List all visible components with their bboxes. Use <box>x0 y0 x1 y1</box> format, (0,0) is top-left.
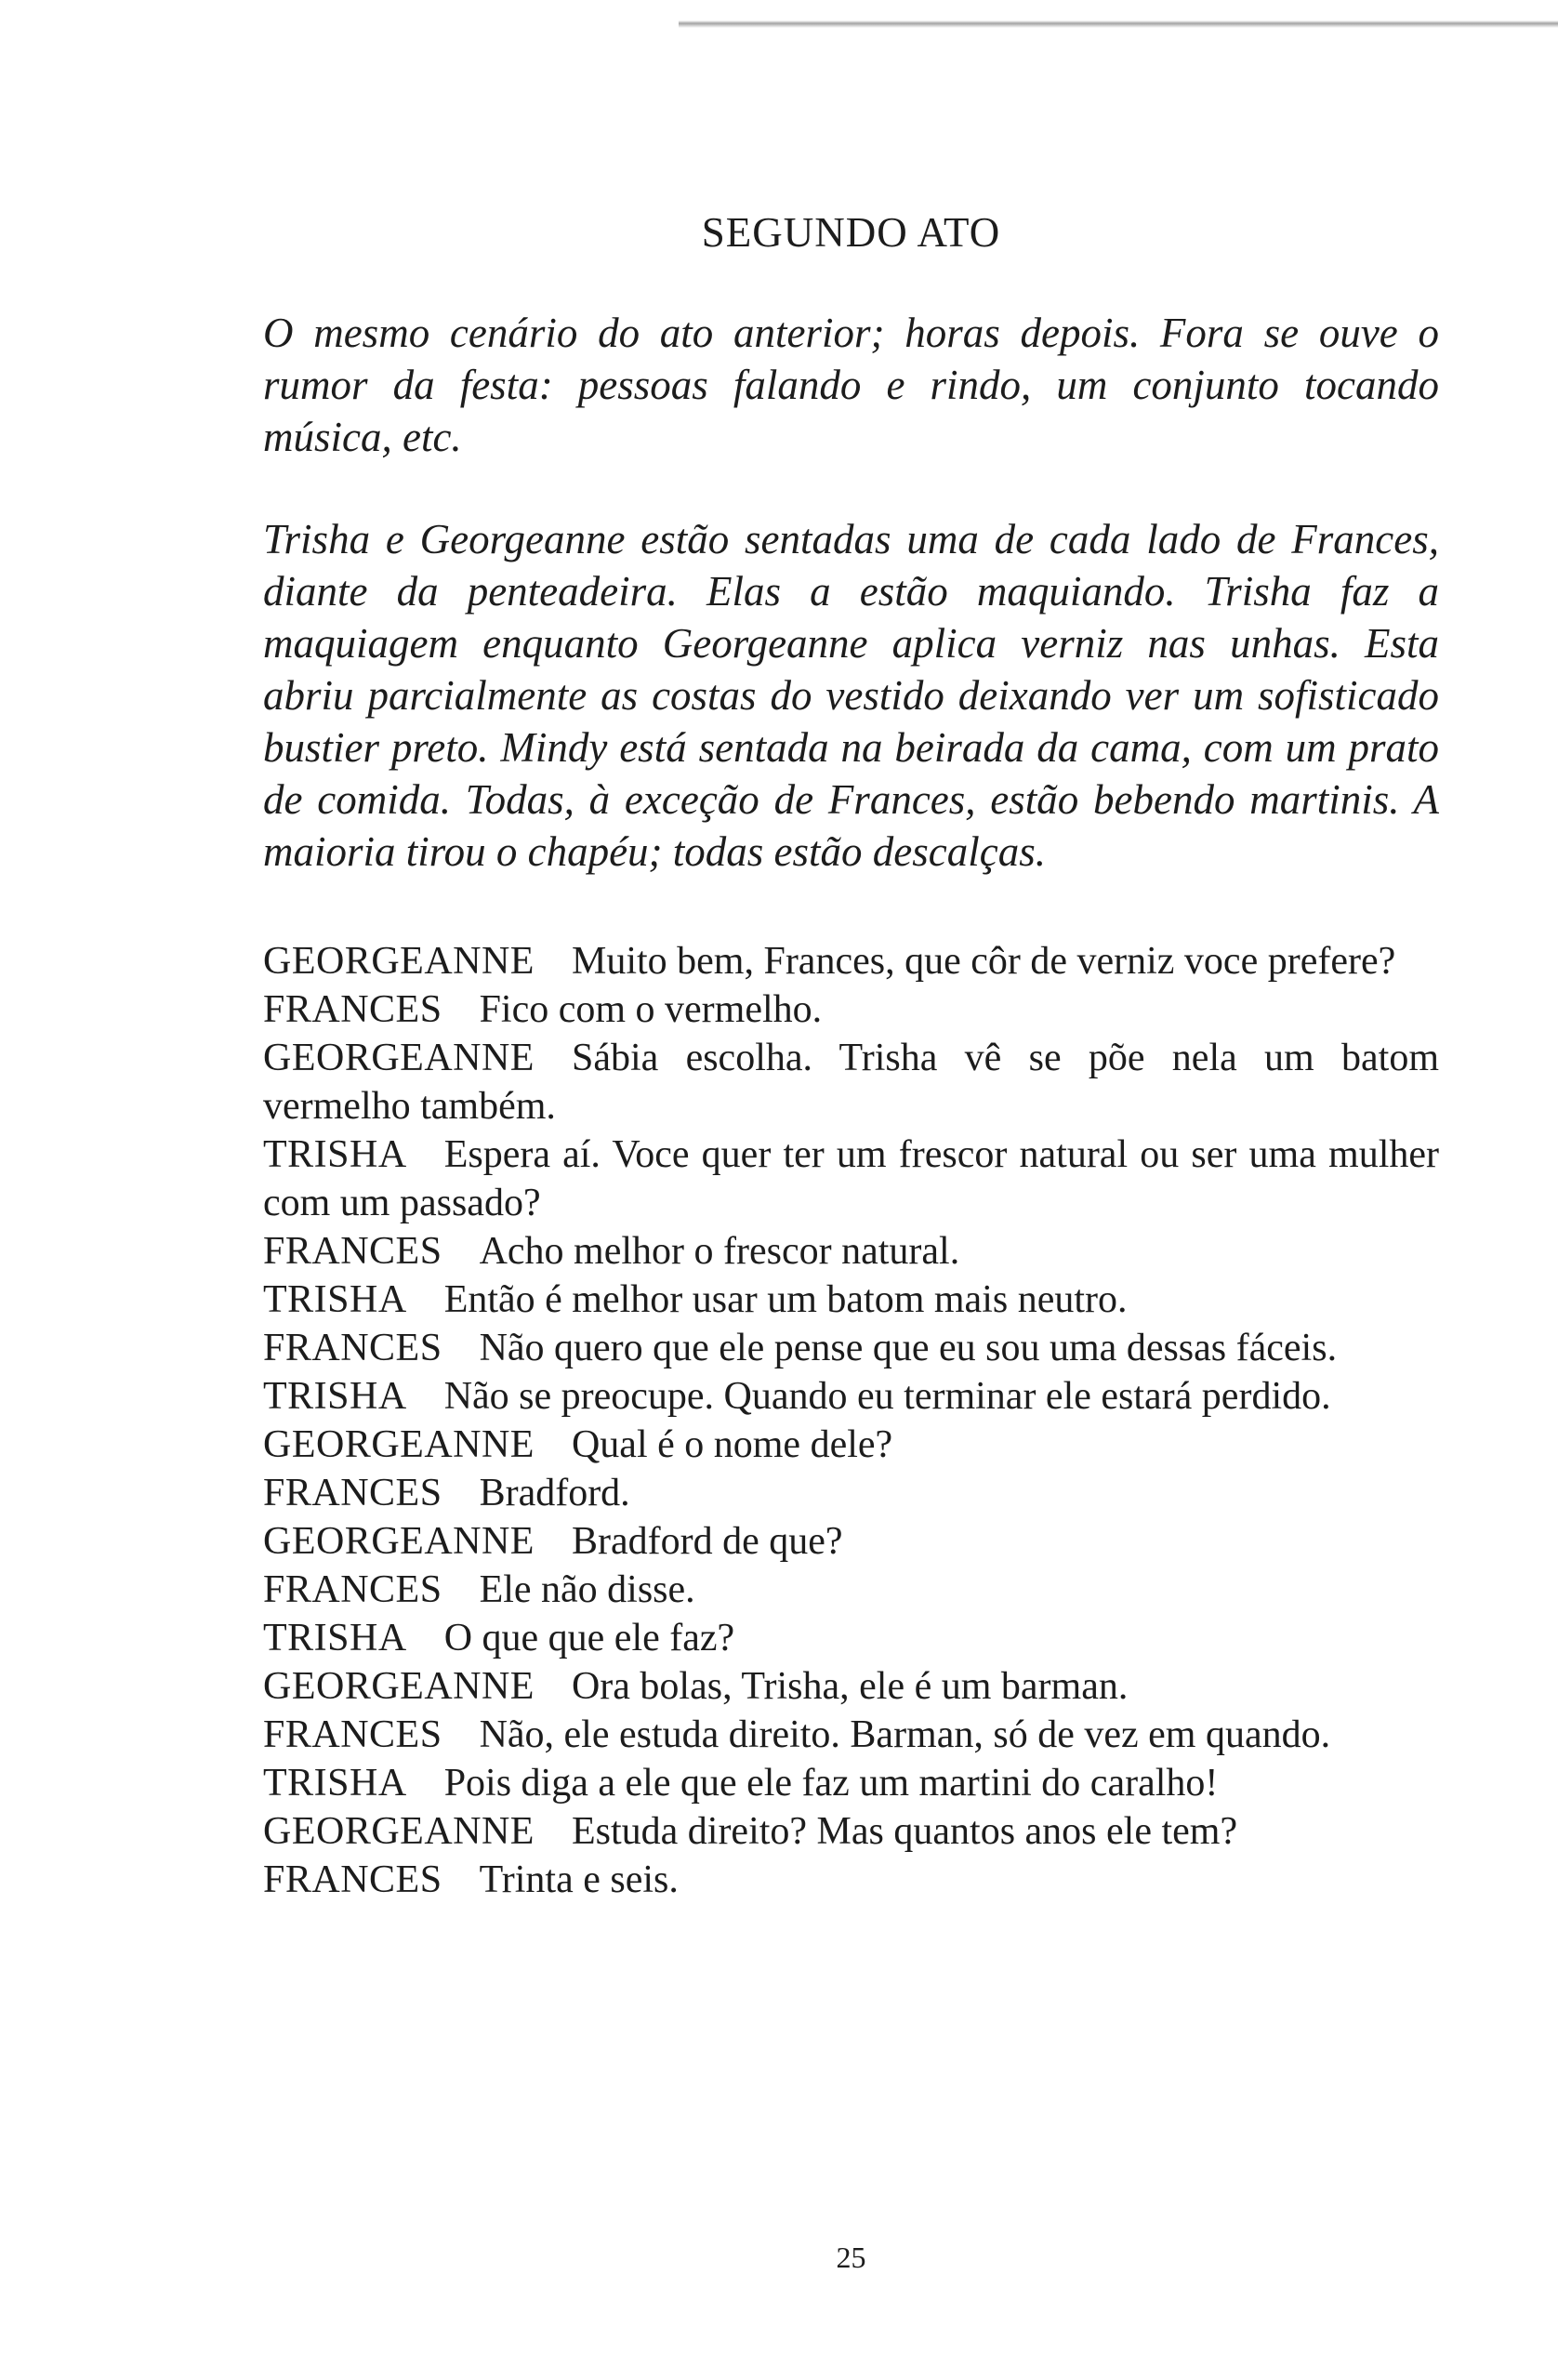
dialogue-line <box>263 1469 1439 1517</box>
dialogue-line <box>263 1856 1439 1904</box>
speaker-name: FRANCES <box>263 1472 442 1514</box>
scan-edge-shadow <box>679 20 1558 28</box>
speaker-name: GEORGEANNE <box>263 1665 535 1708</box>
speech-text: Espera aí. Voce quer ter um frescor natural ou ser uma mulher com um passado? <box>263 1133 1439 1224</box>
speaker-name: GEORGEANNE <box>263 1037 535 1079</box>
act-title: SEGUNDO ATO <box>701 209 1001 256</box>
dialogue <box>263 937 1439 1904</box>
dialogue-line <box>263 1421 1439 1469</box>
dialogue-line <box>263 1034 1439 1130</box>
speaker-name: FRANCES <box>263 1713 442 1756</box>
speaker-name: TRISHA <box>263 1133 407 1176</box>
speaker-name: FRANCES <box>263 1568 442 1611</box>
speaker-name: TRISHA <box>263 1375 407 1418</box>
page-number: 25 <box>836 2241 866 2274</box>
speaker-name: GEORGEANNE <box>263 1810 535 1853</box>
dialogue-line <box>263 1711 1439 1759</box>
dialogue-line <box>263 1807 1439 1856</box>
speaker-name: TRISHA <box>263 1278 407 1321</box>
speaker-name: FRANCES <box>263 1230 442 1273</box>
stage-direction: O mesmo cenário do ato anterior; horas depois. Fora se ouve o rumor da festa: pessoas falando e rindo, um conjunto tocando música, etc. <box>263 310 1439 460</box>
speech-text: Qual é o nome dele? <box>571 1423 893 1466</box>
speech-text: Bradford de que? <box>571 1520 843 1563</box>
speaker-name: GEORGEANNE <box>263 940 535 983</box>
dialogue-line <box>263 1759 1439 1807</box>
dialogue-line <box>263 1662 1439 1711</box>
speech-text: Muito bem, Frances, que côr de verniz voce prefere? <box>571 940 1396 983</box>
speech-text: Não, ele estuda direito. Barman, só de vez em quando. <box>479 1713 1331 1756</box>
dialogue-line <box>263 1276 1439 1324</box>
script-page <box>263 205 1439 2274</box>
speaker-name: FRANCES <box>263 1858 442 1901</box>
speech-text: Estuda direito? Mas quantos anos ele tem? <box>571 1810 1238 1853</box>
speaker-name: FRANCES <box>263 988 442 1031</box>
dialogue-line <box>263 1517 1439 1566</box>
dialogue-line <box>263 1372 1439 1421</box>
speech-text: Então é melhor usar um batom mais neutro. <box>443 1278 1128 1321</box>
dialogue-line <box>263 1130 1439 1227</box>
speaker-name: GEORGEANNE <box>263 1423 535 1466</box>
speaker-name: FRANCES <box>263 1327 442 1369</box>
dialogue-line <box>263 985 1439 1034</box>
speech-text: Sábia escolha. Trisha vê se põe nela um batom vermelho também. <box>263 1037 1439 1128</box>
dialogue-line <box>263 937 1439 985</box>
stage-direction: Trisha e Georgeanne estão sentadas uma de cada lado de Frances, diante da penteadeira. Elas a estão maquiando. Trisha faz a maquiagem enquanto Georgeanne aplica verniz nas unhas. Esta abriu parcialmente as costas do vestido deixando ver um sofisticado bustier preto. Mindy está sentada na beirada da cama, com um prato de comida. Todas, à exceção de Frances, estão bebendo martinis. A maioria tirou o chapéu; todas estão descalças. <box>263 516 1439 875</box>
speech-text: Bradford. <box>479 1472 630 1514</box>
speech-text: Ele não disse. <box>479 1568 695 1611</box>
speech-text: O que que ele faz? <box>443 1617 735 1659</box>
speech-text: Fico com o vermelho. <box>479 988 823 1031</box>
speech-text: Não quero que ele pense que eu sou uma dessas fáceis. <box>479 1327 1338 1369</box>
dialogue-line <box>263 1614 1439 1662</box>
dialogue-line <box>263 1566 1439 1614</box>
dialogue-line <box>263 1227 1439 1276</box>
speech-text: Ora bolas, Trisha, ele é um barman. <box>571 1665 1129 1708</box>
speech-text: Acho melhor o frescor natural. <box>479 1230 960 1273</box>
speech-text: Trinta e seis. <box>479 1858 679 1901</box>
speech-text: Não se preocupe. Quando eu terminar ele estará perdido. <box>443 1375 1331 1418</box>
speaker-name: GEORGEANNE <box>263 1520 535 1563</box>
speaker-name: TRISHA <box>263 1617 407 1659</box>
speaker-name: TRISHA <box>263 1762 407 1805</box>
dialogue-line <box>263 1324 1439 1372</box>
speech-text: Pois diga a ele que ele faz um martini do caralho! <box>443 1762 1219 1805</box>
